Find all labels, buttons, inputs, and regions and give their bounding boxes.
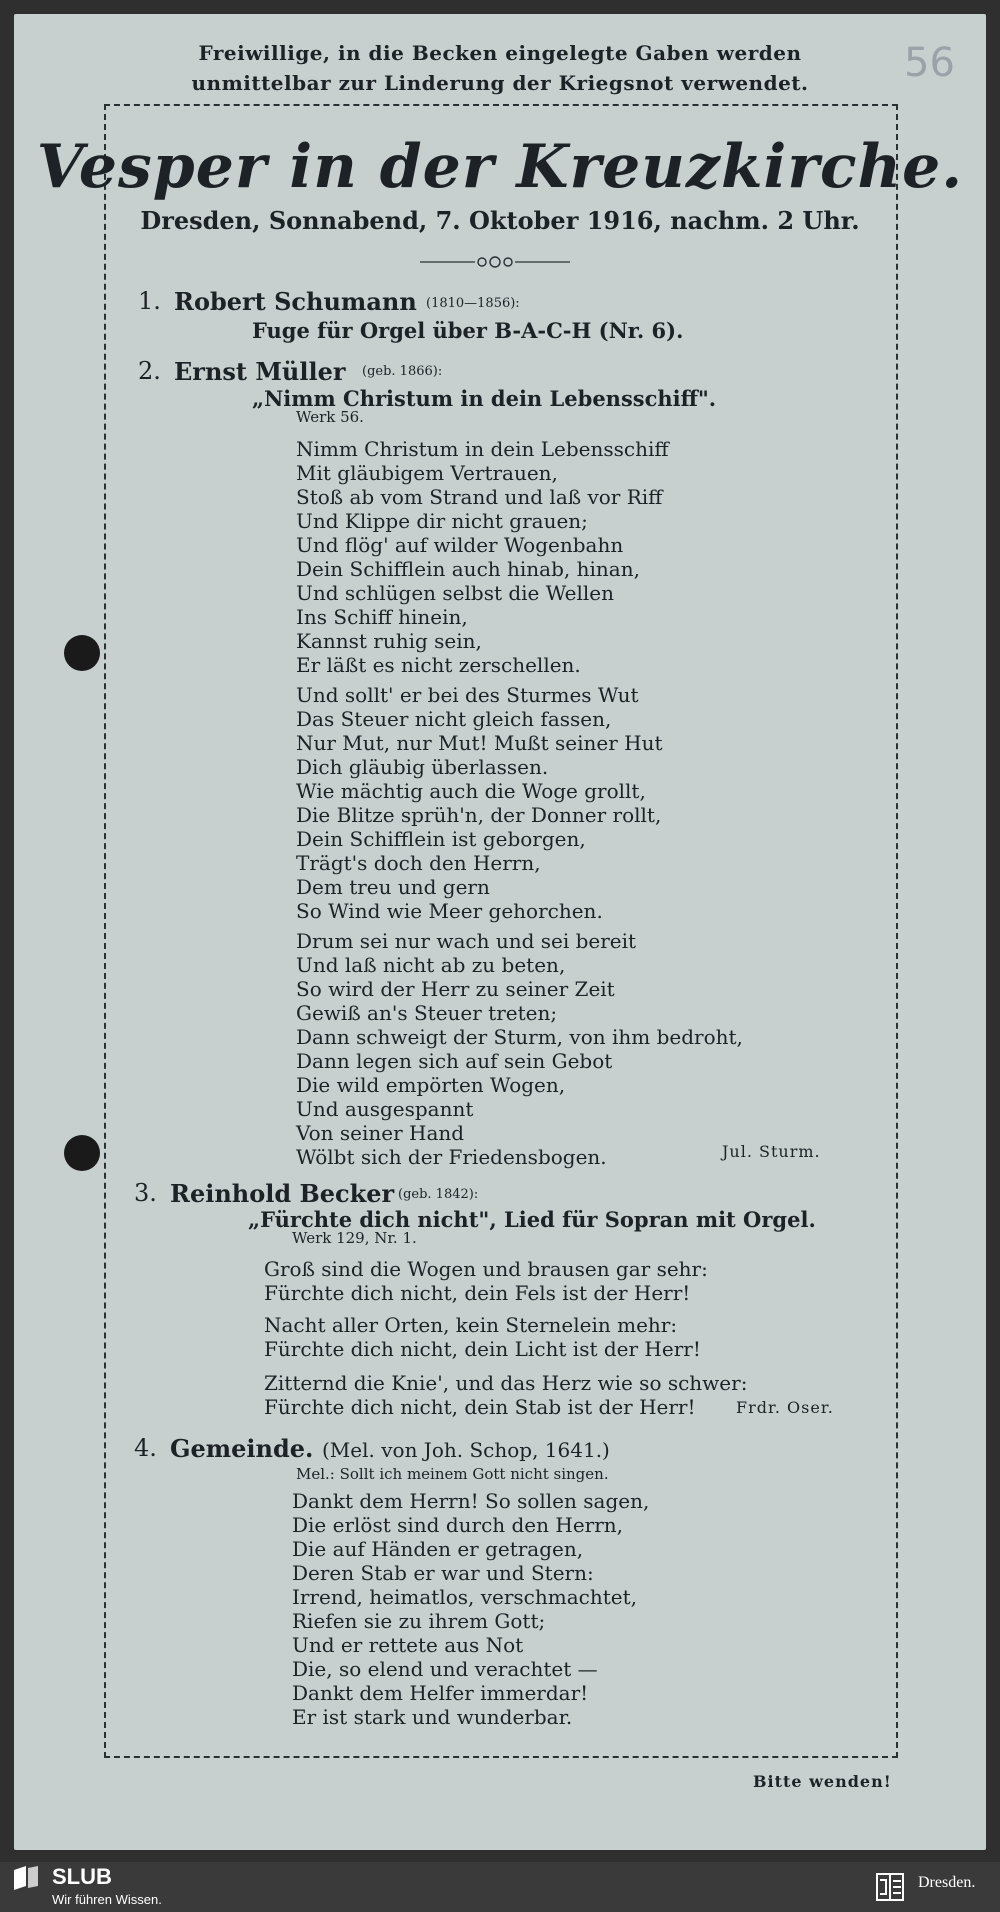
verse-line: Die Blitze sprüh'n, der Donner rollt, — [296, 803, 662, 827]
composer-dates: (geb. 1866): — [362, 364, 443, 379]
composer-dates: (geb. 1842): — [398, 1187, 479, 1202]
verse-line: So Wind wie Meer gehorchen. — [296, 899, 603, 923]
verse-line: Und flög' auf wilder Wogenbahn — [296, 533, 624, 557]
verse-line: Und er rettete aus Not — [292, 1633, 524, 1657]
poem-author: Frdr. Oser. — [736, 1398, 834, 1417]
punch-hole — [64, 1135, 100, 1171]
footer-bar — [0, 1862, 1000, 1912]
dresden-wordmark[interactable]: Dresden. — [918, 1874, 976, 1891]
pencil-mark: 56 — [904, 40, 955, 86]
verse-line: Fürchte dich nicht, dein Stab ist der Herr! — [264, 1395, 696, 1419]
verse-line: Er läßt es nicht zerschellen. — [296, 653, 581, 677]
page-title: Vesper in der Kreuzkirche. — [36, 132, 964, 202]
verse-line: Und sollt' er bei des Sturmes Wut — [296, 683, 639, 707]
work-title: Fuge für Orgel über B-A-C-H (Nr. 6). — [252, 318, 684, 343]
composer-name: Ernst Müller — [174, 357, 346, 386]
verse-line: Riefen sie zu ihrem Gott; — [292, 1609, 546, 1633]
verse-line: Und Klippe dir nicht grauen; — [296, 509, 588, 533]
turn-over-note: Bitte wenden! — [753, 1772, 892, 1791]
slub-logo-icon[interactable] — [12, 1866, 40, 1890]
work-title: „Fürchte dich nicht", Lied für Sopran mit Orgel. — [248, 1207, 816, 1232]
verse-line: Von seiner Hand — [296, 1121, 465, 1145]
verse-line: Dankt dem Helfer immerdar! — [292, 1681, 589, 1705]
composer-dates: (1810—1856): — [426, 296, 520, 311]
verse-line: Die, so elend und verachtet — — [292, 1657, 598, 1681]
item-number: 1. — [138, 287, 161, 315]
composer-name: Robert Schumann — [174, 287, 417, 316]
dresden-crest-icon[interactable] — [875, 1872, 905, 1902]
melody-credit: (Mel. von Joh. Schop, 1641.) — [322, 1438, 610, 1462]
verse-line: Dich gläubig überlassen. — [296, 755, 549, 779]
slub-tagline: Wir führen Wissen. — [52, 1892, 162, 1907]
verse-line: Trägt's doch den Herrn, — [296, 851, 541, 875]
verse-line: Dann legen sich auf sein Gebot — [296, 1049, 613, 1073]
verse-line: Groß sind die Wogen und brausen gar sehr: — [264, 1257, 708, 1281]
verse-line: So wird der Herr zu seiner Zeit — [296, 977, 615, 1001]
composer-name: Gemeinde. — [170, 1434, 314, 1463]
item-number: 4. — [134, 1434, 157, 1462]
verse-line: Nur Mut, nur Mut! Mußt seiner Hut — [296, 731, 663, 755]
verse-line: Zitternd die Knie', und das Herz wie so schwer: — [264, 1371, 748, 1395]
verse-line: Dein Schifflein ist geborgen, — [296, 827, 586, 851]
verse-line: Die erlöst sind durch den Herrn, — [292, 1513, 624, 1537]
verse-line: Gewiß an's Steuer treten; — [296, 1001, 558, 1025]
verse-line: Die wild empörten Wogen, — [296, 1073, 566, 1097]
verse-line: Fürchte dich nicht, dein Licht ist der Herr! — [264, 1337, 701, 1361]
verse-line: Deren Stab er war und Stern: — [292, 1561, 594, 1585]
verse-line: Nimm Christum in dein Lebensschiff — [296, 437, 669, 461]
slub-brand[interactable]: SLUB — [52, 1864, 112, 1889]
ornament-divider — [420, 252, 570, 272]
item-number: 2. — [138, 357, 161, 385]
verse-line: Fürchte dich nicht, dein Fels ist der Herr! — [264, 1281, 691, 1305]
verse-line: Mit gläubigem Vertrauen, — [296, 461, 558, 485]
verse-line: Ins Schiff hinein, — [296, 605, 468, 629]
verse-line: Stoß ab vom Strand und laß vor Riff — [296, 485, 663, 509]
verse-line: Wölbt sich der Friedensbogen. — [296, 1145, 607, 1169]
verse-line: Dann schweigt der Sturm, von ihm bedroht, — [296, 1025, 743, 1049]
verse-line: Dein Schifflein auch hinab, hinan, — [296, 557, 640, 581]
item-number: 3. — [134, 1179, 157, 1207]
work-opus: Werk 56. — [296, 408, 364, 426]
verse-line: Das Steuer nicht gleich fassen, — [296, 707, 612, 731]
verse-line: Und ausgespannt — [296, 1097, 474, 1121]
verse-line: Nacht aller Orten, kein Sternelein mehr: — [264, 1313, 678, 1337]
verse-line: Kannst ruhig sein, — [296, 629, 482, 653]
work-title: „Nimm Christum in dein Lebensschiff". — [252, 386, 717, 411]
notice-line-2: unmittelbar zur Linderung der Kriegsnot verwendet. — [191, 71, 809, 95]
work-opus: Werk 129, Nr. 1. — [292, 1229, 417, 1247]
page-subtitle: Dresden, Sonnabend, 7. Oktober 1916, nachm. 2 Uhr. — [140, 206, 860, 235]
verse-line: Die auf Händen er getragen, — [292, 1537, 584, 1561]
melody-note: Mel.: Sollt ich meinem Gott nicht singen. — [296, 1465, 609, 1483]
verse-line: Und schlügen selbst die Wellen — [296, 581, 615, 605]
composer-name: Reinhold Becker — [170, 1179, 395, 1208]
notice-line-1: Freiwillige, in die Becken eingelegte Gaben werden — [198, 41, 802, 65]
verse-line: Drum sei nur wach und sei bereit — [296, 929, 637, 953]
verse-line: Er ist stark und wunderbar. — [292, 1705, 573, 1729]
verse-line: Und laß nicht ab zu beten, — [296, 953, 566, 977]
verse-line: Irrend, heimatlos, verschmachtet, — [292, 1585, 637, 1609]
verse-line: Dem treu und gern — [296, 875, 490, 899]
poem-author: Jul. Sturm. — [722, 1142, 821, 1161]
punch-hole — [64, 635, 100, 671]
verse-line: Dankt dem Herrn! So sollen sagen, — [292, 1489, 650, 1513]
verse-line: Wie mächtig auch die Woge grollt, — [296, 779, 646, 803]
